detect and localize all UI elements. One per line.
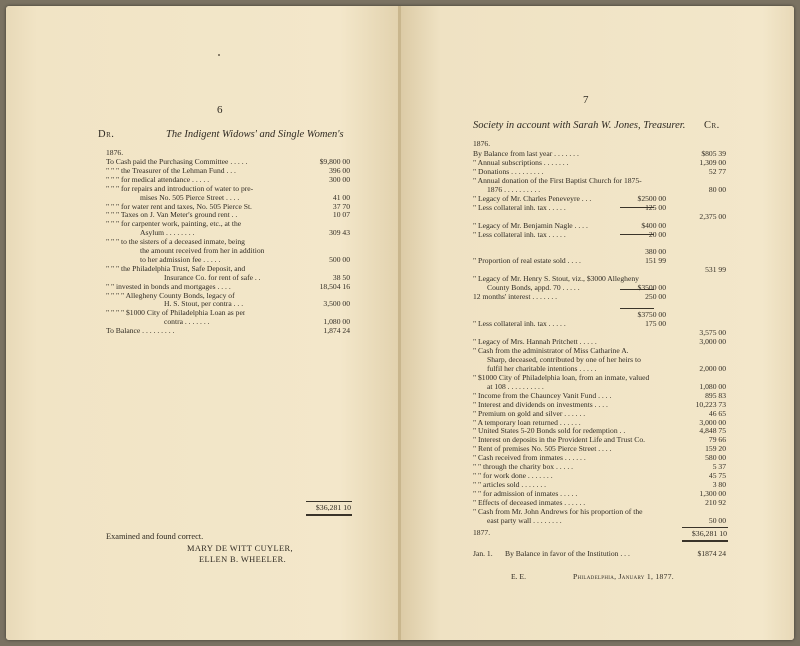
- ledger-row: [473, 328, 726, 337]
- ledger-row: [106, 282, 350, 291]
- rule-stout-tax: [620, 308, 654, 309]
- ledger-row-text: " Income from the Chauncey Vanit Fund . . . .: [473, 390, 612, 400]
- ledger-row-amount-total: 580 00: [705, 453, 726, 463]
- ledger-row: [473, 346, 726, 355]
- ledger-row-text: " Annual donation of the First Baptist Church for 1875-: [473, 175, 642, 185]
- ledger-row: [473, 355, 726, 364]
- ledger-row-amount: 175 00: [645, 319, 666, 329]
- ledger-row: [106, 255, 350, 264]
- ledger-row-amount-total: 46 65: [708, 408, 726, 418]
- ledger-row: [106, 299, 350, 308]
- ledger-row-amount: 18,504 16: [319, 281, 350, 291]
- ledger-row-amount-total: 45 75: [708, 471, 726, 481]
- ledger-row-text: Asylum . . . . . . . .: [140, 228, 195, 238]
- ledger-row: [106, 228, 350, 237]
- ledger-row-text: east party wall . . . . . . . .: [487, 515, 562, 525]
- ledger-row: [473, 480, 726, 489]
- ledger-row: [473, 426, 726, 435]
- header-dr: Dr.: [98, 129, 115, 140]
- ledger-row-amount: 37 70: [332, 201, 350, 211]
- ledger-row: [106, 166, 350, 175]
- ledger-row: [106, 219, 350, 228]
- ledger-row-text: " Cash received from inmates . . . . . .: [473, 453, 586, 463]
- ledger-row-text: To Balance . . . . . . . . .: [106, 326, 175, 336]
- ledger-row-amount: 500 00: [329, 254, 350, 264]
- ledger-row: [473, 247, 726, 256]
- ledger-row-text: " " " for medical attendance . . . . .: [106, 174, 210, 184]
- ledger-row-text: " Effects of deceased inmates . . . . . .: [473, 498, 586, 508]
- ledger-row: [473, 265, 726, 274]
- ledger-row-amount: $2500 00: [637, 193, 666, 203]
- ledger-row-text: " " " " $1000 City of Philadelphia Loan as per: [106, 308, 246, 318]
- ledger-row-amount-total: 3 80: [712, 480, 726, 490]
- ledger-row: [106, 157, 350, 166]
- ledger-row-text: " " " for carpenter work, painting, etc., at the: [106, 219, 242, 229]
- ledger-row-text: " Legacy of Mrs. Hannah Pritchett . . . . .: [473, 336, 597, 346]
- ledger-row: [473, 239, 726, 248]
- ledger-row-amount: 1,874 24: [323, 326, 350, 336]
- ledger-row-amount-total: 1,080 00: [699, 381, 726, 391]
- ledger-row-text: 1876 . . . . . . . . . .: [487, 184, 541, 194]
- right-page: [401, 6, 794, 640]
- ledger-row-text: " " articles sold . . . . . . .: [473, 480, 547, 490]
- ledger-row-amount-total: 531 99: [705, 265, 726, 275]
- ledger-row-text: H. S. Stout, per contra . . .: [164, 299, 244, 309]
- ledger-row-text: County Bonds, appd. 70 . . . . .: [487, 283, 580, 293]
- ledger-row: [473, 212, 726, 221]
- ledger-row-text: " " " to the sisters of a deceased inmate, being: [106, 237, 245, 247]
- ledger-row: [473, 149, 726, 158]
- ledger-row-amount: 396 00: [329, 165, 350, 175]
- ledger-row-amount-total: 4,848 75: [699, 426, 726, 436]
- ledger-row-amount-total: 210 92: [705, 498, 726, 508]
- ledger-row: [473, 319, 726, 328]
- footer-place-date: Philadelphia, January 1, 1877.: [573, 572, 674, 581]
- ledger-row-text: " Interest and dividends on investments . . . .: [473, 399, 608, 409]
- ledger-row: [106, 264, 350, 273]
- ledger-row: [473, 453, 726, 462]
- ledger-row: [473, 167, 726, 176]
- ledger-row-text: " Legacy of Mr. Benjamin Nagle . . . .: [473, 220, 588, 230]
- ledger-row: [473, 185, 726, 194]
- book-spread: [6, 6, 794, 640]
- ledger-row: [106, 291, 350, 300]
- ledger-row-text: " " " the Philadelphia Trust, Safe Deposit, and: [106, 263, 246, 273]
- ledger-row-text: mises No. 505 Pierce Street . . . .: [140, 192, 240, 202]
- ledger-row-amount: 300 00: [329, 174, 350, 184]
- header-title-left: The Indigent Widows' and Single Women's: [166, 129, 344, 140]
- closing-amount: $1874 24: [697, 549, 726, 558]
- year-1876-left: 1876.: [106, 148, 124, 157]
- ledger-row: [473, 435, 726, 444]
- ledger-row-amount-total: 895 83: [705, 390, 726, 400]
- ledger-row: [473, 444, 726, 453]
- ledger-row: [473, 471, 726, 480]
- ledger-row: [106, 326, 350, 335]
- ledger-row-amount: $400 00: [641, 220, 666, 230]
- ledger-row: [473, 292, 726, 301]
- ledger-row: [106, 273, 350, 282]
- ledger-row: [106, 202, 350, 211]
- rule-peneveyre: [620, 207, 654, 208]
- ledger-row-amount-total: 1,300 00: [699, 489, 726, 499]
- ledger-row: [106, 193, 350, 202]
- ledger-row: [106, 175, 350, 184]
- ledger-row: [473, 462, 726, 471]
- ledger-row-amount: 41 00: [332, 192, 350, 202]
- paper-speck: [218, 54, 220, 56]
- ledger-row: [473, 418, 726, 427]
- ledger-row-text: to her admission fee . . . . .: [140, 254, 221, 264]
- ledger-row-amount-total: 3,575 00: [699, 328, 726, 337]
- ledger-row-text: " $1000 City of Philadelphia loan, from an inmate, valued: [473, 372, 650, 382]
- ledger-row-amount: $3750 00: [637, 310, 666, 320]
- ledger-row-text: " Annual subscriptions . . . . . . .: [473, 157, 569, 167]
- ledger-row-amount-total: 5 37: [712, 462, 726, 472]
- ledger-row-text: " Legacy of Mr. Henry S. Stout, viz., $3000 Allegheny: [473, 274, 639, 284]
- ledger-row-text: " " through the charity box . . . . .: [473, 462, 574, 472]
- ledger-row: [106, 246, 350, 255]
- ledger-row-amount: 10 07: [332, 210, 350, 220]
- left-page: [6, 6, 399, 640]
- ledger-row: [473, 283, 726, 292]
- ledger-row-text: " " invested in bonds and mortgages . . . .: [106, 281, 231, 291]
- ledger-row-text: " Rent of premises No. 505 Pierce Street . . . .: [473, 444, 612, 454]
- header-cr: Cr.: [704, 120, 720, 131]
- ledger-row-amount-total: $805 39: [701, 149, 726, 158]
- ledger-row: [473, 158, 726, 167]
- ledger-row-text: " " for admission of inmates . . . . .: [473, 489, 578, 499]
- ledger-row: [106, 237, 350, 246]
- ledger-row: [473, 301, 726, 310]
- ledger-row: [473, 409, 726, 418]
- ledger-row: [473, 337, 726, 346]
- ledger-row-text: " Less collateral inh. tax . . . . .: [473, 319, 566, 329]
- ledger-row-amount-total: 52 77: [708, 166, 726, 176]
- ledger-row: [473, 230, 726, 239]
- ledger-row-text: " " " for repairs and introduction of water to pre-: [106, 183, 254, 193]
- ledger-row-text: " United States 5-20 Bonds sold for redemption . .: [473, 426, 626, 436]
- ledger-row-amount: $3500 00: [637, 283, 666, 293]
- footer-initials: E. E.: [511, 572, 526, 581]
- ledger-row: [473, 391, 726, 400]
- ledger-row-amount: 3,500 00: [323, 299, 350, 309]
- ledger-row-amount-total: 2,375 00: [699, 211, 726, 221]
- ledger-row-text: contra . . . . . . .: [164, 317, 210, 327]
- signature-2: ELLEN B. WHEELER.: [199, 555, 287, 564]
- ledger-row: [473, 274, 726, 283]
- ledger-row-text: " Donations . . . . . . . . .: [473, 166, 544, 176]
- ledger-row-text: " " for work done . . . . . . .: [473, 471, 553, 481]
- ledger-row: [473, 364, 726, 373]
- examined-note: Examined and found correct.: [106, 532, 204, 541]
- ledger-row-amount: 250 00: [645, 292, 666, 302]
- ledger-row-text: " Cash from Mr. John Andrews for his proportion of the: [473, 507, 643, 516]
- year-1876-right: 1876.: [473, 139, 491, 148]
- ledger-row-text: " Proportion of real estate sold . . . .: [473, 256, 581, 266]
- ledger-row-text: Insurance Co. for rent of safe . .: [164, 272, 261, 282]
- ledger-row: [473, 498, 726, 507]
- ledger-row-amount: 380 00: [645, 247, 666, 257]
- ledger-row: [473, 489, 726, 498]
- signature-1: MARY DE WITT CUYLER,: [187, 544, 294, 553]
- ledger-row-text: " Interest on deposits in the Provident Life and Trust Co.: [473, 435, 646, 445]
- ledger-row-amount-total: 10,223 73: [695, 399, 726, 409]
- ledger-row-text: " Legacy of Mr. Charles Peneveyre . . .: [473, 193, 592, 203]
- ledger-row-text: " Less collateral inh. tax . . . . .: [473, 202, 566, 212]
- ledger-row: [473, 203, 726, 212]
- ledger-row: [473, 382, 726, 391]
- closing-date: Jan. 1.: [473, 549, 493, 558]
- ledger-row-amount-total: 2,000 00: [699, 363, 726, 373]
- ledger-row: [473, 221, 726, 230]
- ledger-row-text: " Cash from the administrator of Miss Catharine A.: [473, 345, 629, 355]
- left-total: $36,281 10: [306, 501, 352, 516]
- ledger-row-text: Sharp, deceased, contributed by one of her heirs to: [487, 354, 641, 364]
- page-number-left: 6: [217, 104, 223, 116]
- ledger-row-amount-total: 3,000 00: [699, 417, 726, 427]
- ledger-row: [106, 210, 350, 219]
- ledger-row-amount: 1,080 00: [323, 317, 350, 327]
- ledger-row-text: at 108 . . . . . . . . . .: [487, 381, 544, 391]
- ledger-row-amount-total: 50 00: [708, 515, 726, 525]
- ledger-row-text: To Cash paid the Purchasing Committee . . . . .: [106, 157, 248, 166]
- header-title-right: Society in account with Sarah W. Jones, Treasurer.: [473, 120, 686, 131]
- ledger-row: [473, 516, 726, 525]
- ledger-row-text: " Premium on gold and silver . . . . . .: [473, 408, 586, 418]
- ledger-row: [473, 373, 726, 382]
- year-1877: 1877.: [473, 528, 491, 537]
- ledger-row-text: " " " " Allegheny County Bonds, legacy of: [106, 290, 235, 300]
- ledger-row-text: the amount received from her in addition: [140, 246, 265, 255]
- ledger-row: [473, 256, 726, 265]
- page-number-right: 7: [583, 94, 589, 106]
- ledger-row-text: " " " for water rent and taxes, No. 505 Pierce St.: [106, 201, 252, 211]
- ledger-row-text: " " " the Treasurer of the Lehman Fund . . .: [106, 165, 236, 175]
- ledger-row-amount: 20 00: [648, 229, 666, 239]
- ledger-row-amount: 125 00: [645, 202, 666, 212]
- ledger-row-amount: $9,800 00: [319, 157, 350, 166]
- ledger-row-text: By Balance from last year . . . . . . .: [473, 149, 579, 158]
- ledger-row-amount-total: 159 20: [705, 444, 726, 454]
- ledger-row: [106, 184, 350, 193]
- ledger-row-amount-total: 3,000 00: [699, 336, 726, 346]
- ledger-row-amount-total: 79 66: [708, 435, 726, 445]
- ledger-row-amount-total: 80 00: [708, 184, 726, 194]
- closing-text: By Balance in favor of the Institution . . .: [505, 549, 630, 558]
- ledger-row: [473, 310, 726, 319]
- ledger-row-text: " A temporary loan returned . . . . . .: [473, 417, 581, 427]
- ledger-row: [106, 308, 350, 317]
- ledger-row-text: 12 months' interest . . . . . . .: [473, 292, 558, 302]
- ledger-row: [473, 176, 726, 185]
- ledger-row-text: fulfil her charitable intentions . . . . .: [487, 363, 597, 373]
- ledger-row: [106, 317, 350, 326]
- ledger-row: [473, 400, 726, 409]
- ledger-row-text: " " " Taxes on J. Van Meter's ground rent . .: [106, 210, 238, 220]
- ledger-row: [473, 194, 726, 203]
- ledger-row-amount: 309 43: [329, 228, 350, 238]
- right-total: $36,281 10: [682, 527, 728, 542]
- ledger-row-amount-total: 1,309 00: [699, 157, 726, 167]
- ledger-row: [473, 507, 726, 516]
- ledger-row-text: " Less collateral inh. tax . . . . .: [473, 229, 566, 239]
- rule-stout: [620, 289, 654, 290]
- rule-nagle: [620, 234, 654, 235]
- ledger-row-amount: 38 50: [332, 272, 350, 282]
- ledger-row-amount: 151 99: [645, 256, 666, 266]
